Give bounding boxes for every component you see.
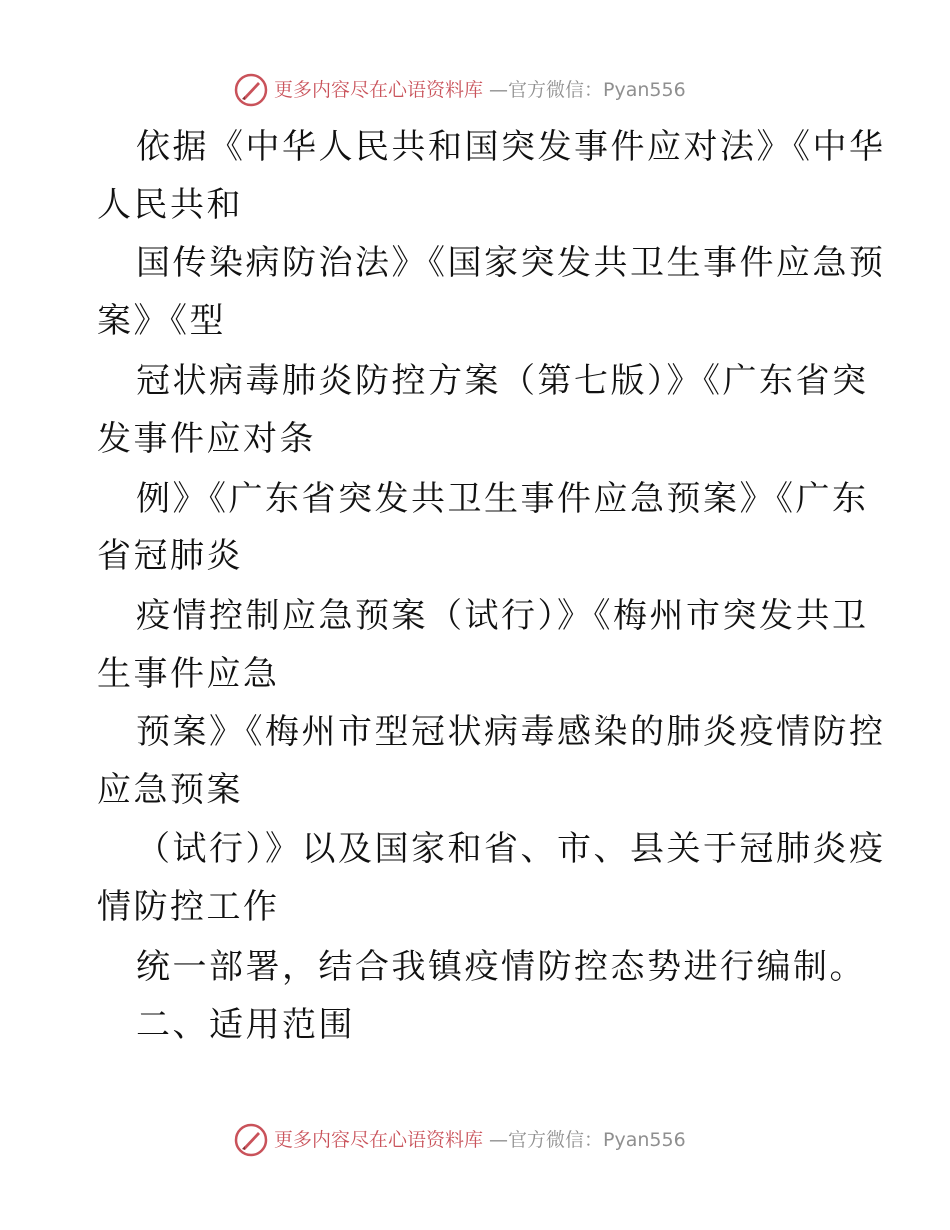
body-line: 冠状病毒肺炎防控方案（第七版）》《广东省突 xyxy=(136,361,869,401)
body-line: 统一部署，结合我镇疫情防控态势进行编制。 xyxy=(136,947,866,987)
section-heading: 二、适用范围 xyxy=(136,1005,355,1045)
watermark-site-text: 更多内容尽在心语资料库 xyxy=(274,1129,484,1151)
quill-pen-logo-icon xyxy=(234,73,268,107)
body-line: 人民共和 xyxy=(97,185,243,225)
watermark-site-text: 更多内容尽在心语资料库 xyxy=(274,79,484,101)
body-line: 生事件应急 xyxy=(97,654,280,694)
footer-watermark xyxy=(234,1122,686,1158)
body-line: 疫情控制应急预案（试行）》《梅州市突发共卫 xyxy=(136,596,869,636)
watermark-wechat-text: —官方微信：Pyan556 xyxy=(489,79,686,101)
watermark-wechat-text: —官方微信：Pyan556 xyxy=(489,1129,686,1151)
body-line: 预案》《梅州市型冠状病毒感染的肺炎疫情防控 xyxy=(136,712,886,752)
body-line: 情防控工作 xyxy=(97,887,280,927)
body-line: 案》《型 xyxy=(97,301,226,341)
quill-pen-logo-icon xyxy=(234,1123,268,1157)
body-line: （试行）》以及国家和省、市、县关于冠肺炎疫 xyxy=(136,829,886,869)
body-line: 例》《广东省突发共卫生事件应急预案》《广东 xyxy=(136,479,869,519)
body-line: 应急预案 xyxy=(97,770,243,810)
body-line: 发事件应对条 xyxy=(97,419,316,459)
body-line: 国传染病防治法》《国家突发共卫生事件应急预 xyxy=(136,243,886,283)
header-watermark xyxy=(234,72,686,108)
body-line: 省冠肺炎 xyxy=(97,536,243,576)
body-line: 依据《中华人民共和国突发事件应对法》《中华 xyxy=(136,127,886,167)
